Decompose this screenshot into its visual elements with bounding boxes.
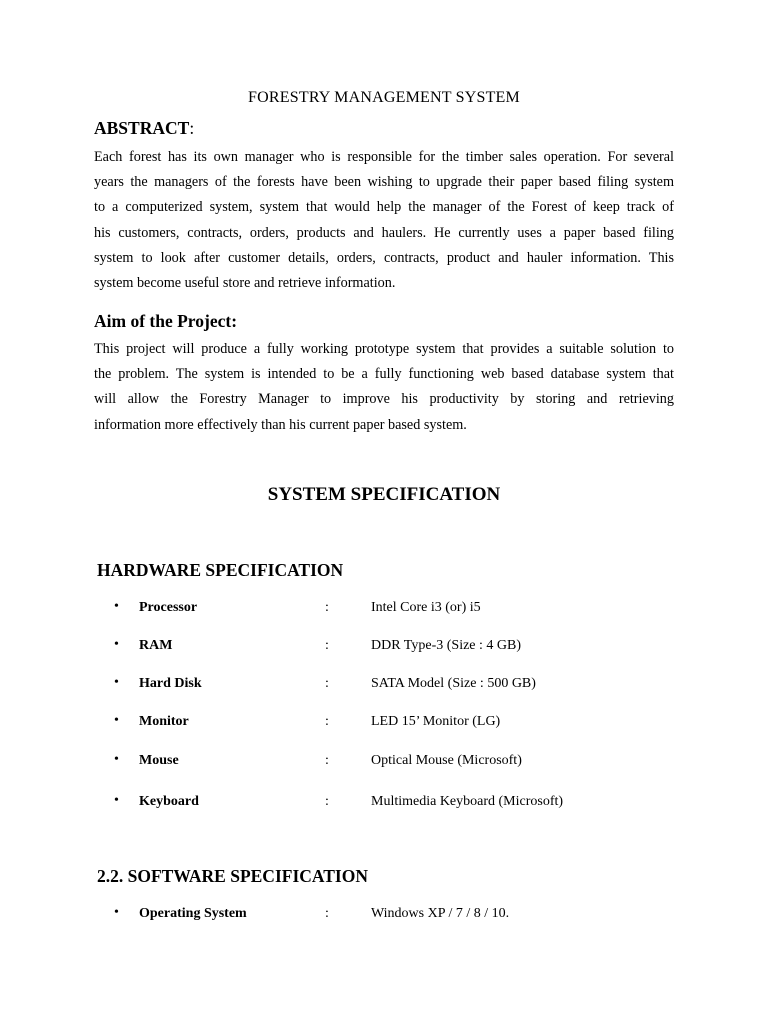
abstract-heading: [94, 118, 194, 139]
spec-separator: :: [325, 676, 329, 691]
hardware-item-hard-disk: [0, 676, 768, 696]
abstract-line: years the managers of the forests have been wishing to upgrade their paper based filing system: [94, 174, 674, 191]
abstract-heading-text: ABSTRACT: [94, 118, 190, 138]
hardware-item-keyboard: [0, 794, 768, 814]
spec-label: Operating System: [139, 906, 247, 921]
spec-label: Keyboard: [139, 794, 199, 809]
spec-value: Optical Mouse (Microsoft): [371, 753, 522, 768]
bullet-icon: •: [114, 675, 119, 690]
spec-label: Mouse: [139, 753, 179, 768]
aim-line: will allow the Forestry Manager to improve his productivity by storing and retrieving: [94, 391, 674, 408]
spec-value: DDR Type-3 (Size : 4 GB): [371, 638, 522, 653]
hardware-item-ram: [0, 638, 768, 658]
document-title: FORESTRY MANAGEMENT SYSTEM: [248, 89, 520, 106]
abstract-line: system to look after customer details, orders, contracts, product and hauler information. This: [94, 249, 674, 266]
hardware-specification-heading: HARDWARE SPECIFICATION: [97, 560, 344, 580]
hardware-item-mouse: [0, 753, 768, 773]
system-specification-heading: SYSTEM SPECIFICATION: [267, 484, 501, 505]
bullet-icon: •: [114, 637, 119, 652]
software-specification-heading: 2.2. SOFTWARE SPECIFICATION: [97, 866, 368, 886]
spec-value: SATA Model (Size : 500 GB): [371, 676, 536, 691]
abstract-line: his customers, contracts, orders, products and haulers. He currently uses a paper based filing: [94, 224, 674, 241]
bullet-icon: •: [114, 793, 119, 808]
aim-line: information more effectively than his current paper based system.: [94, 416, 467, 433]
spec-separator: :: [325, 753, 329, 768]
abstract-line: Each forest has its own manager who is responsible for the timber sales operation. For several: [94, 149, 674, 165]
bullet-icon: •: [114, 752, 119, 767]
bullet-icon: •: [114, 713, 119, 728]
abstract-heading-colon: :: [189, 118, 195, 138]
software-item-operating-system: [0, 906, 768, 926]
spec-label: Monitor: [139, 714, 189, 729]
spec-separator: :: [325, 638, 329, 653]
spec-value: Multimedia Keyboard (Microsoft): [371, 794, 564, 809]
aim-line: This project will produce a fully working prototype system that provides a suitable solution to: [94, 341, 674, 357]
aim-line: the problem. The system is intended to be a fully functioning web based database system that: [94, 366, 674, 383]
spec-label: Processor: [139, 600, 198, 615]
spec-separator: :: [325, 906, 329, 921]
spec-separator: :: [325, 714, 329, 729]
bullet-icon: •: [114, 599, 119, 614]
hardware-item-monitor: [0, 714, 768, 734]
abstract-line: system become useful store and retrieve information.: [94, 275, 396, 292]
spec-value: Windows XP / 7 / 8 / 10.: [371, 906, 510, 921]
spec-label: RAM: [139, 638, 173, 653]
spec-label: Hard Disk: [139, 676, 202, 691]
hardware-item-processor: [0, 600, 768, 620]
spec-separator: :: [325, 600, 329, 615]
spec-separator: :: [325, 794, 329, 809]
abstract-line: to a computerized system, system that would help the manager of the Forest of keep track of: [94, 199, 674, 216]
abstract-paragraph: [94, 145, 674, 296]
bullet-icon: •: [114, 905, 119, 920]
aim-paragraph: [94, 337, 674, 438]
aim-heading: Aim of the Project:: [94, 311, 238, 331]
spec-value: Intel Core i3 (or) i5: [371, 600, 481, 615]
spec-value: LED 15’ Monitor (LG): [371, 714, 501, 729]
